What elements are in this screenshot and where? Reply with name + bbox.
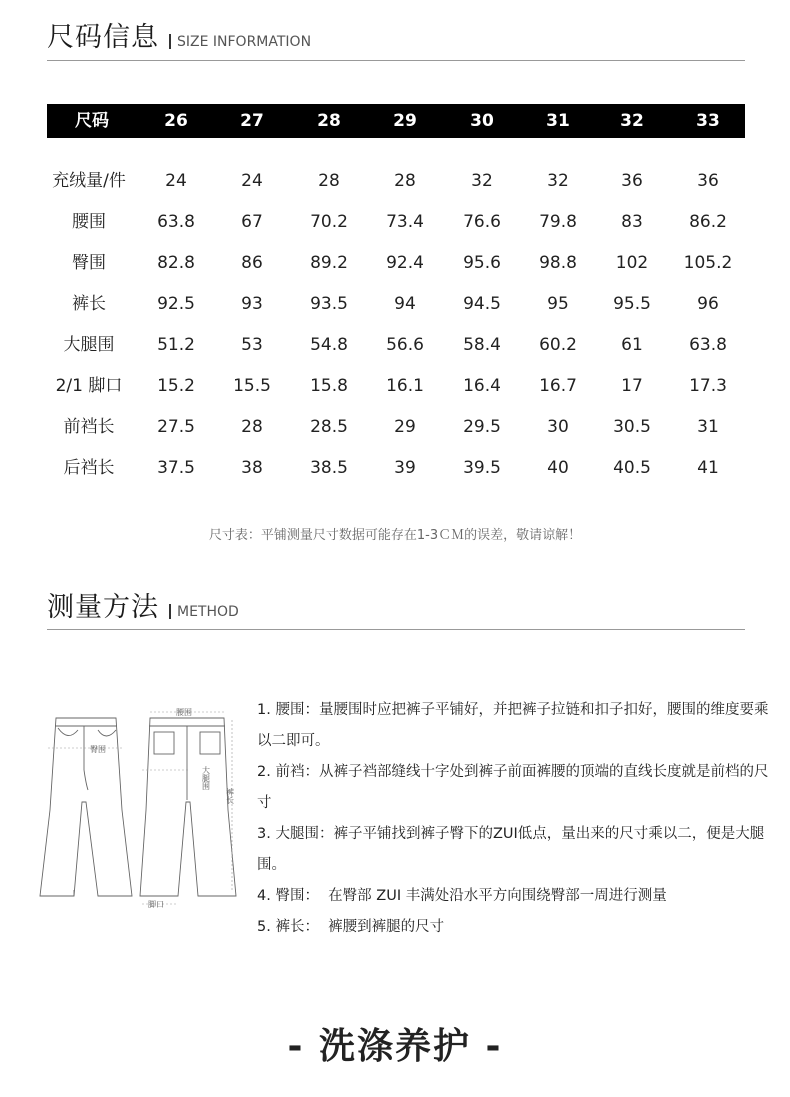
table-row bbox=[0, 289, 790, 319]
method-section-title: 测量方法 bbox=[47, 592, 159, 623]
table-cell: 37.5 bbox=[157, 458, 195, 478]
table-cell: 28 bbox=[241, 417, 263, 437]
table-cell: 30.5 bbox=[613, 417, 651, 437]
size-header-cell: 27 bbox=[240, 111, 264, 131]
table-cell: 63.8 bbox=[689, 335, 727, 355]
row-label: 臀围 bbox=[72, 253, 106, 273]
pants-measurement-diagram bbox=[38, 700, 238, 910]
size-header-cell: 30 bbox=[470, 111, 494, 131]
table-cell: 73.4 bbox=[386, 212, 424, 232]
table-cell: 30 bbox=[547, 417, 569, 437]
table-cell: 95.5 bbox=[613, 294, 651, 314]
table-cell: 16.1 bbox=[386, 376, 424, 396]
method-section-rule bbox=[47, 629, 745, 630]
method-item: 3. 大腿围：裤子平铺找到裤子臀下的ZUI低点，量出来的尺寸乘以二，便是大腿围。 bbox=[257, 826, 765, 873]
table-cell: 54.8 bbox=[310, 335, 348, 355]
size-section-rule bbox=[47, 60, 745, 61]
table-cell: 36 bbox=[697, 171, 719, 191]
table-cell: 31 bbox=[697, 417, 719, 437]
row-label: 裤长 bbox=[72, 294, 106, 314]
table-row bbox=[0, 207, 790, 237]
table-cell: 93.5 bbox=[310, 294, 348, 314]
table-cell: 15.8 bbox=[310, 376, 348, 396]
row-label: 腰围 bbox=[72, 212, 106, 232]
method-item: 5. 裤长： 裤腰到裤腿的尺寸 bbox=[257, 919, 445, 935]
pants-back-icon bbox=[140, 718, 236, 896]
table-cell: 98.8 bbox=[539, 253, 577, 273]
size-table-header bbox=[47, 104, 745, 138]
table-row bbox=[0, 371, 790, 401]
table-cell: 79.8 bbox=[539, 212, 577, 232]
table-cell: 92.5 bbox=[157, 294, 195, 314]
size-note: 尺寸表：平铺测量尺寸数据可能存在1-3ＣＭ的误差，敬请谅解！ bbox=[208, 528, 582, 543]
table-cell: 63.8 bbox=[157, 212, 195, 232]
method-section-subtitle: METHOD bbox=[177, 604, 239, 620]
row-label: 大腿围 bbox=[63, 335, 115, 355]
table-cell: 24 bbox=[241, 171, 263, 191]
table-row bbox=[0, 412, 790, 442]
size-section-title: 尺码信息 bbox=[47, 22, 159, 53]
table-cell: 40.5 bbox=[613, 458, 651, 478]
table-row bbox=[0, 248, 790, 278]
table-cell: 61 bbox=[621, 335, 643, 355]
table-cell: 67 bbox=[241, 212, 263, 232]
table-cell: 86.2 bbox=[689, 212, 727, 232]
size-header-cell: 33 bbox=[696, 111, 720, 131]
table-cell: 28.5 bbox=[310, 417, 348, 437]
table-cell: 94.5 bbox=[463, 294, 501, 314]
table-cell: 96 bbox=[697, 294, 719, 314]
size-header-label: 尺码 bbox=[75, 111, 109, 131]
table-cell: 40 bbox=[547, 458, 569, 478]
title-divider bbox=[169, 604, 171, 619]
table-cell: 16.7 bbox=[539, 376, 577, 396]
pants-front-icon bbox=[40, 718, 132, 896]
table-cell: 17 bbox=[621, 376, 643, 396]
table-cell: 53 bbox=[241, 335, 263, 355]
table-cell: 17.3 bbox=[689, 376, 727, 396]
table-cell: 58.4 bbox=[463, 335, 501, 355]
table-cell: 28 bbox=[394, 171, 416, 191]
table-cell: 32 bbox=[471, 171, 493, 191]
table-cell: 28 bbox=[318, 171, 340, 191]
size-header-cell: 28 bbox=[317, 111, 341, 131]
diagram-label-hem: 脚口 bbox=[148, 900, 164, 909]
table-cell: 29 bbox=[394, 417, 416, 437]
title-divider bbox=[169, 34, 171, 49]
table-cell: 82.8 bbox=[157, 253, 195, 273]
row-label: 2/1 脚口 bbox=[55, 376, 123, 396]
table-row bbox=[0, 453, 790, 483]
method-item: 4. 臀围： 在臀部 ZUI 丰满处沿水平方向围绕臀部一周进行测量 bbox=[257, 888, 667, 904]
table-cell: 39 bbox=[394, 458, 416, 478]
table-cell: 60.2 bbox=[539, 335, 577, 355]
table-cell: 86 bbox=[241, 253, 263, 273]
diagram-label-waist: 腰围 bbox=[176, 708, 192, 717]
care-section-title: - 洗涤养护 - bbox=[287, 1026, 503, 1067]
table-cell: 95 bbox=[547, 294, 569, 314]
diagram-label-length: 裤长 bbox=[225, 788, 235, 804]
table-cell: 95.6 bbox=[463, 253, 501, 273]
table-cell: 24 bbox=[165, 171, 187, 191]
table-cell: 15.2 bbox=[157, 376, 195, 396]
method-list bbox=[257, 695, 777, 943]
table-cell: 94 bbox=[394, 294, 416, 314]
table-cell: 38 bbox=[241, 458, 263, 478]
table-cell: 15.5 bbox=[233, 376, 271, 396]
table-cell: 89.2 bbox=[310, 253, 348, 273]
size-header-cell: 29 bbox=[393, 111, 417, 131]
table-cell: 51.2 bbox=[157, 335, 195, 355]
table-cell: 83 bbox=[621, 212, 643, 232]
method-item: 1. 腰围：量腰围时应把裤子平铺好，并把裤子拉链和扣子扣好，腰围的维度要乘以二即可。 bbox=[257, 702, 769, 749]
table-cell: 93 bbox=[241, 294, 263, 314]
method-section-header bbox=[47, 594, 239, 621]
size-header-cell: 26 bbox=[164, 111, 188, 131]
table-cell: 29.5 bbox=[463, 417, 501, 437]
size-section-header bbox=[47, 24, 311, 51]
table-cell: 16.4 bbox=[463, 376, 501, 396]
row-label: 前裆长 bbox=[63, 417, 115, 437]
size-header-cell: 31 bbox=[546, 111, 570, 131]
row-label: 充绒量/件 bbox=[52, 171, 126, 191]
diagram-label-hip: 臀围 bbox=[90, 745, 106, 754]
table-cell: 38.5 bbox=[310, 458, 348, 478]
table-cell: 102 bbox=[615, 253, 649, 273]
size-section-subtitle: SIZE INFORMATION bbox=[177, 34, 312, 50]
method-item: 2. 前裆：从裤子裆部缝线十字处到裤子前面裤腰的顶端的直线长度就是前档的尺寸 bbox=[257, 764, 769, 811]
table-cell: 70.2 bbox=[310, 212, 348, 232]
table-row bbox=[0, 330, 790, 360]
size-header-cell: 32 bbox=[620, 111, 644, 131]
row-label: 后裆长 bbox=[63, 458, 115, 478]
table-cell: 36 bbox=[621, 171, 643, 191]
table-row bbox=[0, 166, 790, 196]
diagram-label-thigh: 大腿围 bbox=[201, 766, 211, 790]
table-cell: 92.4 bbox=[386, 253, 424, 273]
table-cell: 41 bbox=[697, 458, 719, 478]
table-cell: 32 bbox=[547, 171, 569, 191]
table-cell: 105.2 bbox=[683, 253, 733, 273]
table-cell: 76.6 bbox=[463, 212, 501, 232]
table-cell: 56.6 bbox=[386, 335, 424, 355]
table-cell: 39.5 bbox=[463, 458, 501, 478]
table-cell: 27.5 bbox=[157, 417, 195, 437]
